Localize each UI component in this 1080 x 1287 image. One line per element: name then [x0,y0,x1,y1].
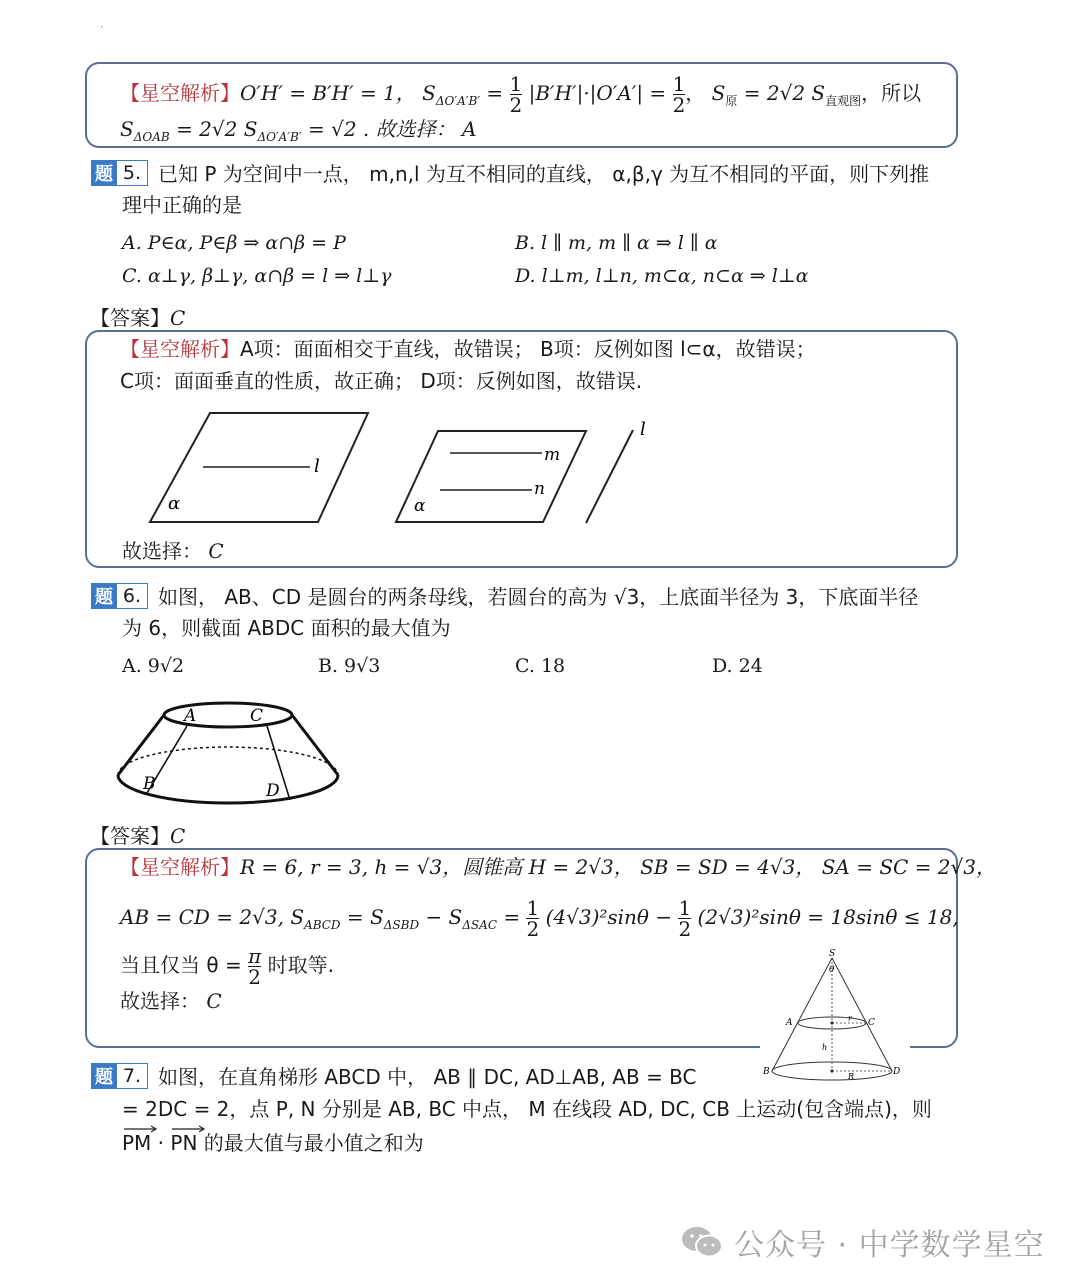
q5-number-badge: 题 5. [91,160,148,186]
q6-option-a[interactable]: A. 9√2 [122,655,185,677]
cone-label-r: r [848,1014,852,1023]
cone-label-h: h [822,1043,828,1052]
q5-option-c[interactable]: C. α⊥γ, β⊥γ, α∩β = l ⇒ l⊥γ [122,265,392,287]
label-A: A [184,706,197,726]
q5-figure [140,405,680,535]
q6-analysis-line3: 当且仅当 θ = $\frac{\pi}{2}$ 时取等. [120,944,334,989]
label-alpha-2: α [414,496,426,516]
label-l-2: l [640,419,646,440]
q6-option-d[interactable]: D. 24 [712,655,763,677]
frustum-left-edge [118,715,164,775]
cone-left-edge [772,958,832,1071]
fraction: $\frac{1}{2}$ [509,72,523,117]
frustum-bottom-back [118,747,338,775]
q5-option-d[interactable]: D. l⊥m, l⊥n, m⊂α, n⊂α ⇒ l⊥α [515,265,809,287]
q5-option-b[interactable]: B. l ∥ m, m ∥ α ⇒ l ∥ α [515,232,718,254]
cone-label-S: S [829,949,836,959]
frustum-right-edge [292,715,338,775]
q6-cone-figure [760,946,910,1086]
cone-right-edge [832,958,892,1071]
q6-number-badge: 题 6. [91,583,148,609]
vector-arrows [122,1124,212,1134]
label-alpha: α [168,493,181,514]
q7-stem-line2: = 2DC = 2，点 P, N 分别是 AB, BC 中点， M 在线段 AD, DC, CB 上运动(包含端点)，则 [122,1097,932,1121]
label-D: D [266,781,280,801]
q7-stem-line3: PM · PN 的最大值与最小值之和为 [122,1131,424,1155]
top-mark: · [100,20,104,34]
q7-number-badge: 题 7. [91,1063,148,1089]
q6-analysis-line2: AB = CD = 2√3, $S_{ABCD} = S_{\Delta SBD} - S_{\Delta SAC}$ = $\frac{1}{2}$ (4√3)²sinθ − $\frac{1}{2}$ (2√3)²sinθ = 18sinθ ≤ 18, [120,896,959,941]
label-l: l [314,456,320,477]
fraction: $\frac{\pi}{2}$ [248,944,262,989]
fraction: $\frac{1}{2}$ [526,896,540,941]
cone-label-theta: θ [829,965,835,975]
footer-text: 公众号 · 中学数学星空 [734,1228,1045,1263]
q6-option-c[interactable]: C. 18 [515,655,566,677]
cone-label-A: A [786,1018,793,1028]
q7-stem-line1: 如图，在直角梯形 ABCD 中， AB ∥ DC, AD⊥AB, AB = BC [158,1065,697,1089]
cone-base-center [830,1069,833,1072]
label-m: m [544,445,561,465]
fraction: $\frac{1}{2}$ [678,896,692,941]
q4-analysis-line1: 【星空解析】O′H′ = B′H′ = 1， $S_{\Delta O'A'B'}$ = $\frac{1}{2}$ |B′H′|·|O′A′| = $\frac{1}{2}$ ， $S_原 = 2√2$ $S_{直观图}$，所以 [120,72,922,117]
q5-analysis-line1: 【星空解析】A项：面面相交于直线，故错误； B项：反例如图 l⊂α，故错误； [120,337,816,361]
line-l-outside [586,430,633,523]
cone-label-D: D [893,1067,901,1077]
cone-label-B: B [763,1067,770,1077]
cone-top-center [830,1021,833,1024]
q5-stem-line2: 理中正确的是 [122,193,242,217]
cone-label-R: R [848,1072,855,1081]
q5-choose: 故选择： C [122,539,224,563]
analysis-tag: 【星空解析】 [120,81,240,105]
label-n: n [534,479,545,499]
fraction: $\frac{1}{2}$ [672,72,686,117]
q6-stem-line1: 如图， AB、CD 是圆台的两条母线，若圆台的高为 √3，上底面半径为 3，下底面半径 [158,585,919,609]
q6-frustum-figure [112,696,344,810]
label-C: C [250,706,264,726]
q5-stem-line1: 已知 P 为空间中一点， m,n,l 为互不相同的直线， α,β,γ 为互不相同的平面，则下列推 [158,162,930,186]
q6-answer: 【答案】C [90,824,186,848]
cone-label-C: C [868,1018,875,1028]
label-B: B [143,774,156,794]
q5-answer: 【答案】C [90,306,186,330]
wechat-icon [680,1224,724,1260]
q6-analysis-line1: 【星空解析】R = 6, r = 3, h = √3，圆锥高 H = 2√3， SB = SD = 4√3， SA = SC = 2√3， [120,855,997,879]
q5-analysis-line2: C项：面面垂直的性质，故正确； D项：反例如图，故错误. [120,369,643,393]
q5-option-a[interactable]: A. P∈α, P∈β ⇒ α∩β = P [122,232,346,254]
footer-watermark [680,1220,1045,1264]
q6-option-b[interactable]: B. 9√3 [318,655,381,677]
q6-choose: 故选择： C [120,989,222,1013]
q4-analysis-line2: $S_{\Delta OAB} = 2√2$ $S_{\Delta O'A'B'} = √2$ . 故选择： A [120,117,477,144]
q6-stem-line2: 为 6，则截面 ABDC 面积的最大值为 [122,616,451,640]
